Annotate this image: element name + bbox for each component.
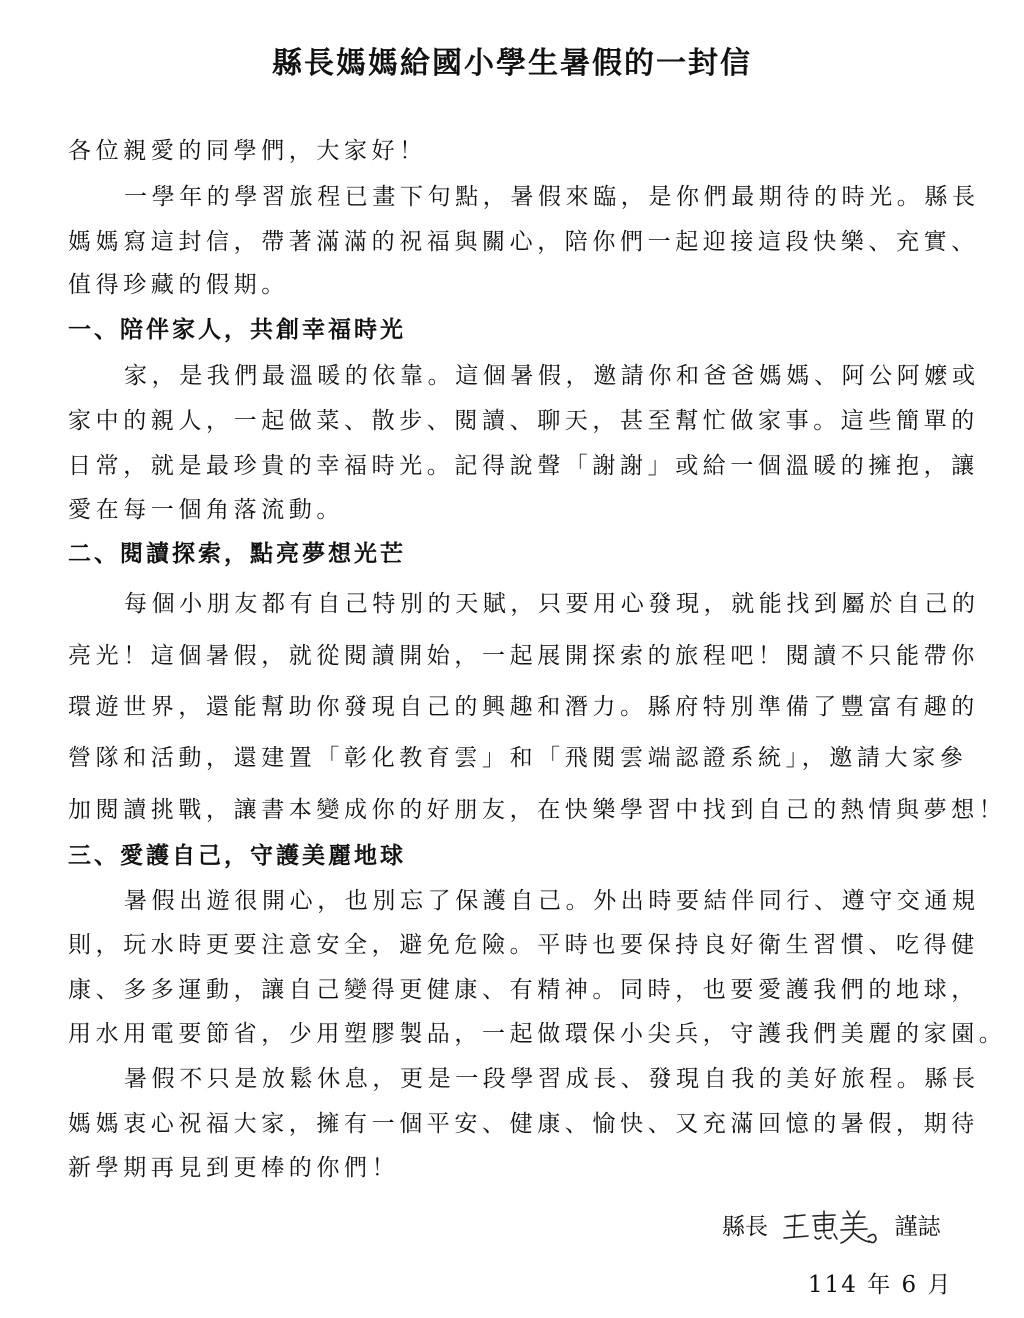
section-heading-2: 二、閱讀探索，點亮夢想光芒 (68, 540, 406, 567)
section1-line: 家中的親人，一起做菜、散步、閱讀、聊天，甚至幫忙做家事。這些簡單的 (68, 408, 979, 434)
section2-line: 加閱讀挑戰，讓書本變成你的好朋友，在快樂學習中找到自己的熱情與夢想！ (68, 797, 1007, 823)
section1-line: 家，是我們最溫暖的依靠。這個暑假，邀請你和爸爸媽媽、阿公阿嬤或 (124, 363, 980, 389)
section2-line: 營隊和活動，還建置「彰化教育雲」和「飛閱雲端認證系統」，邀請大家參 (68, 745, 968, 771)
section3-line: 用水用電要節省，少用塑膠製品，一起做環保小尖兵，守護我們美麗的家園。 (68, 1021, 1007, 1047)
section3-line: 則，玩水時更要注意安全，避免危險。平時也要保持良好衛生習慣、吃得健 (68, 932, 979, 958)
closing-line: 新學期再見到更棒的你們！ (68, 1155, 400, 1181)
section-heading-1: 一、陪伴家人，共創幸福時光 (68, 316, 406, 343)
letter-date: 114 年 6 月 (808, 1272, 953, 1298)
section2-line: 亮光！這個暑假，就從閱讀開始，一起展開探索的旅程吧！閱讀不只能帶你 (68, 643, 979, 669)
section2-line: 環遊世界，還能幫助你發現自己的興趣和潛力。縣府特別準備了豐富有趣的 (68, 694, 979, 720)
section1-line: 愛在每一個角落流動。 (68, 497, 344, 523)
section2-line: 每個小朋友都有自己特別的天賦，只要用心發現，就能找到屬於自己的 (124, 591, 980, 617)
section3-line: 康、多多運動，讓自己變得更健康、有精神。同時，也要愛護我們的地球， (68, 977, 979, 1003)
signoff (722, 1206, 941, 1247)
greeting: 各位親愛的同學們，大家好！ (68, 138, 427, 164)
section3-line: 暑假出遊很開心，也別忘了保護自己。外出時要結伴同行、遵守交通規 (124, 888, 980, 914)
handwritten-signature (781, 1207, 881, 1247)
section-heading-3: 三、愛護自己，守護美麗地球 (68, 842, 406, 869)
signoff-suffix: 謹誌 (894, 1214, 941, 1240)
signoff-prefix: 縣長 (722, 1214, 768, 1240)
intro-line: 值得珍藏的假期。 (68, 272, 289, 298)
section1-line: 日常，就是最珍貴的幸福時光。記得說聲「謝謝」或給一個溫暖的擁抱，讓 (68, 453, 979, 479)
closing-line: 暑假不只是放鬆休息，更是一段學習成長、發現自我的美好旅程。縣長 (124, 1066, 980, 1092)
intro-line: 一學年的學習旅程已畫下句點，暑假來臨，是你們最期待的時光。縣長 (124, 184, 980, 210)
closing-line: 媽媽衷心祝福大家，擁有一個平安、健康、愉快、又充滿回憶的暑假，期待 (68, 1111, 979, 1137)
intro-line: 媽媽寫這封信，帶著滿滿的祝福與關心，陪你們一起迎接這段快樂、充實、 (68, 229, 979, 255)
letter-title: 縣長媽媽給國小學生暑假的一封信 (272, 46, 752, 81)
